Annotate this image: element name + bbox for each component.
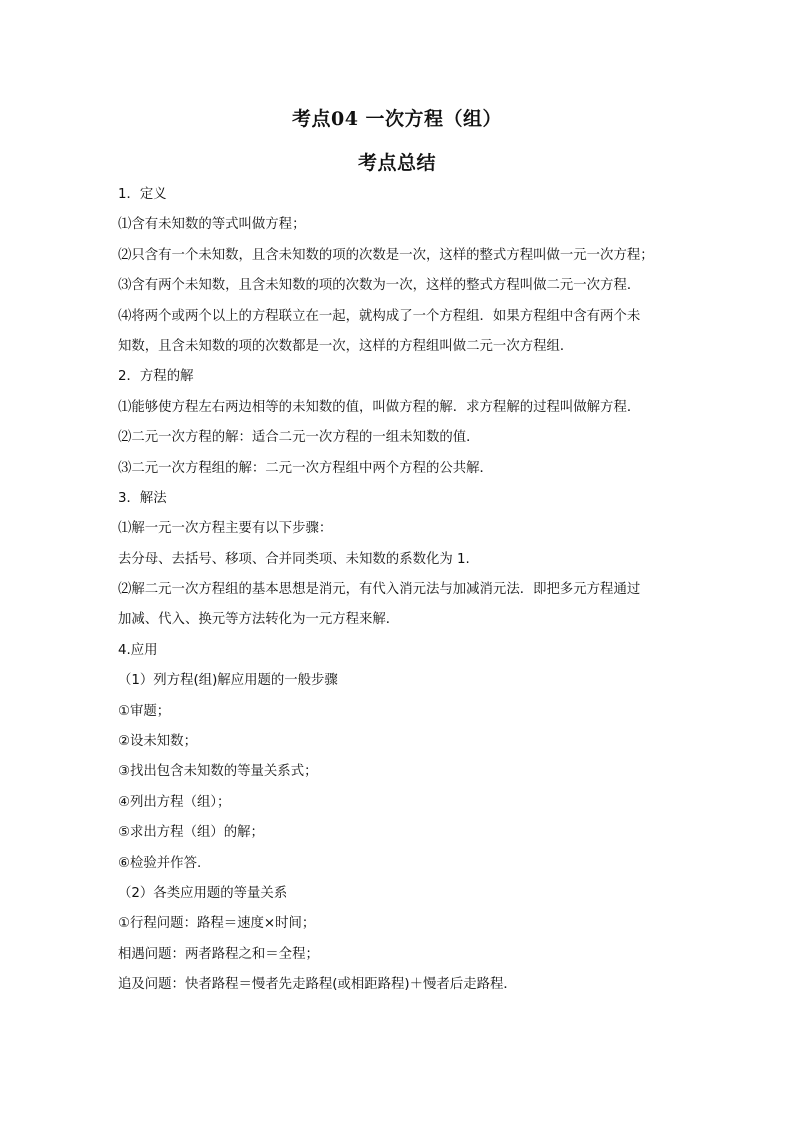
text-line: 追及问题：快者路程＝慢者先走路程(或相距路程)＋慢者后走路程． — [118, 977, 517, 993]
step-item: ⑥检验并作答. — [118, 855, 202, 871]
text-line: ⑵二元一次方程的解：适合二元一次方程的一组未知数的值． — [118, 430, 480, 446]
step-item: ⑤求出方程（组）的解； — [118, 825, 264, 841]
text-line: ①行程问题：路程＝速度×时间； — [118, 916, 316, 932]
heading-method: 3．解法 — [118, 490, 167, 506]
text-line: ⑷将两个或两个以上的方程联立在一起，就构成了一个方程组．如果方程组中含有两个未 — [118, 308, 641, 324]
text-line: 知数，且含未知数的项的次数都是一次，这样的方程组叫做二元一次方程组． — [118, 338, 574, 354]
heading-definition: 1．定义 — [118, 187, 167, 202]
text-line: （2）各类应用题的等量关系 — [118, 885, 288, 901]
text-line: ⑶二元一次方程组的解：二元一次方程组中两个方程的公共解． — [118, 460, 493, 476]
text-line: 去分母、去括号、移项、合并同类项、未知数的系数化为 1. — [118, 551, 470, 567]
text-line: ⑶含有两个未知数，且含未知数的项的次数为一次，这样的整式方程叫做二元一次方程． — [118, 278, 641, 294]
content-body — [118, 180, 678, 1001]
step-item: ③找出包含未知数的等量关系式； — [118, 764, 318, 780]
text-line: ⑴能够使方程左右两边相等的未知数的值，叫做方程的解．求方程解的过程叫做解方程． — [118, 399, 641, 415]
page-title: 考点04 一次方程（组） — [291, 108, 503, 130]
text-line: ⑵只含有一个未知数，且含未知数的项的次数是一次，这样的整式方程叫做一元一次方程； — [118, 247, 654, 263]
text-line: 加减、代入、换元等方法转化为一元方程来解． — [118, 612, 400, 628]
text-line: ⑴解一元一次方程主要有以下步骤： — [118, 521, 333, 537]
text-line: ⑵解二元一次方程组的基本思想是消元，有代入消元法与加减消元法．即把多元方程通过 — [118, 582, 641, 598]
section-title: 考点总结 — [357, 152, 436, 174]
text-line: （1）列方程(组)解应用题的一般步骤 — [118, 673, 338, 689]
text-line: ⑴含有未知数的等式叫做方程； — [118, 217, 306, 233]
heading-application: 4.应用 — [118, 642, 158, 658]
step-item: ④列出方程（组）； — [118, 794, 231, 810]
heading-solution: 2．方程的解 — [118, 369, 194, 385]
step-item: ②设未知数； — [118, 734, 197, 750]
step-item: ①审题； — [118, 703, 171, 719]
text-line: 相遇问题：两者路程之和＝全程； — [118, 946, 319, 962]
